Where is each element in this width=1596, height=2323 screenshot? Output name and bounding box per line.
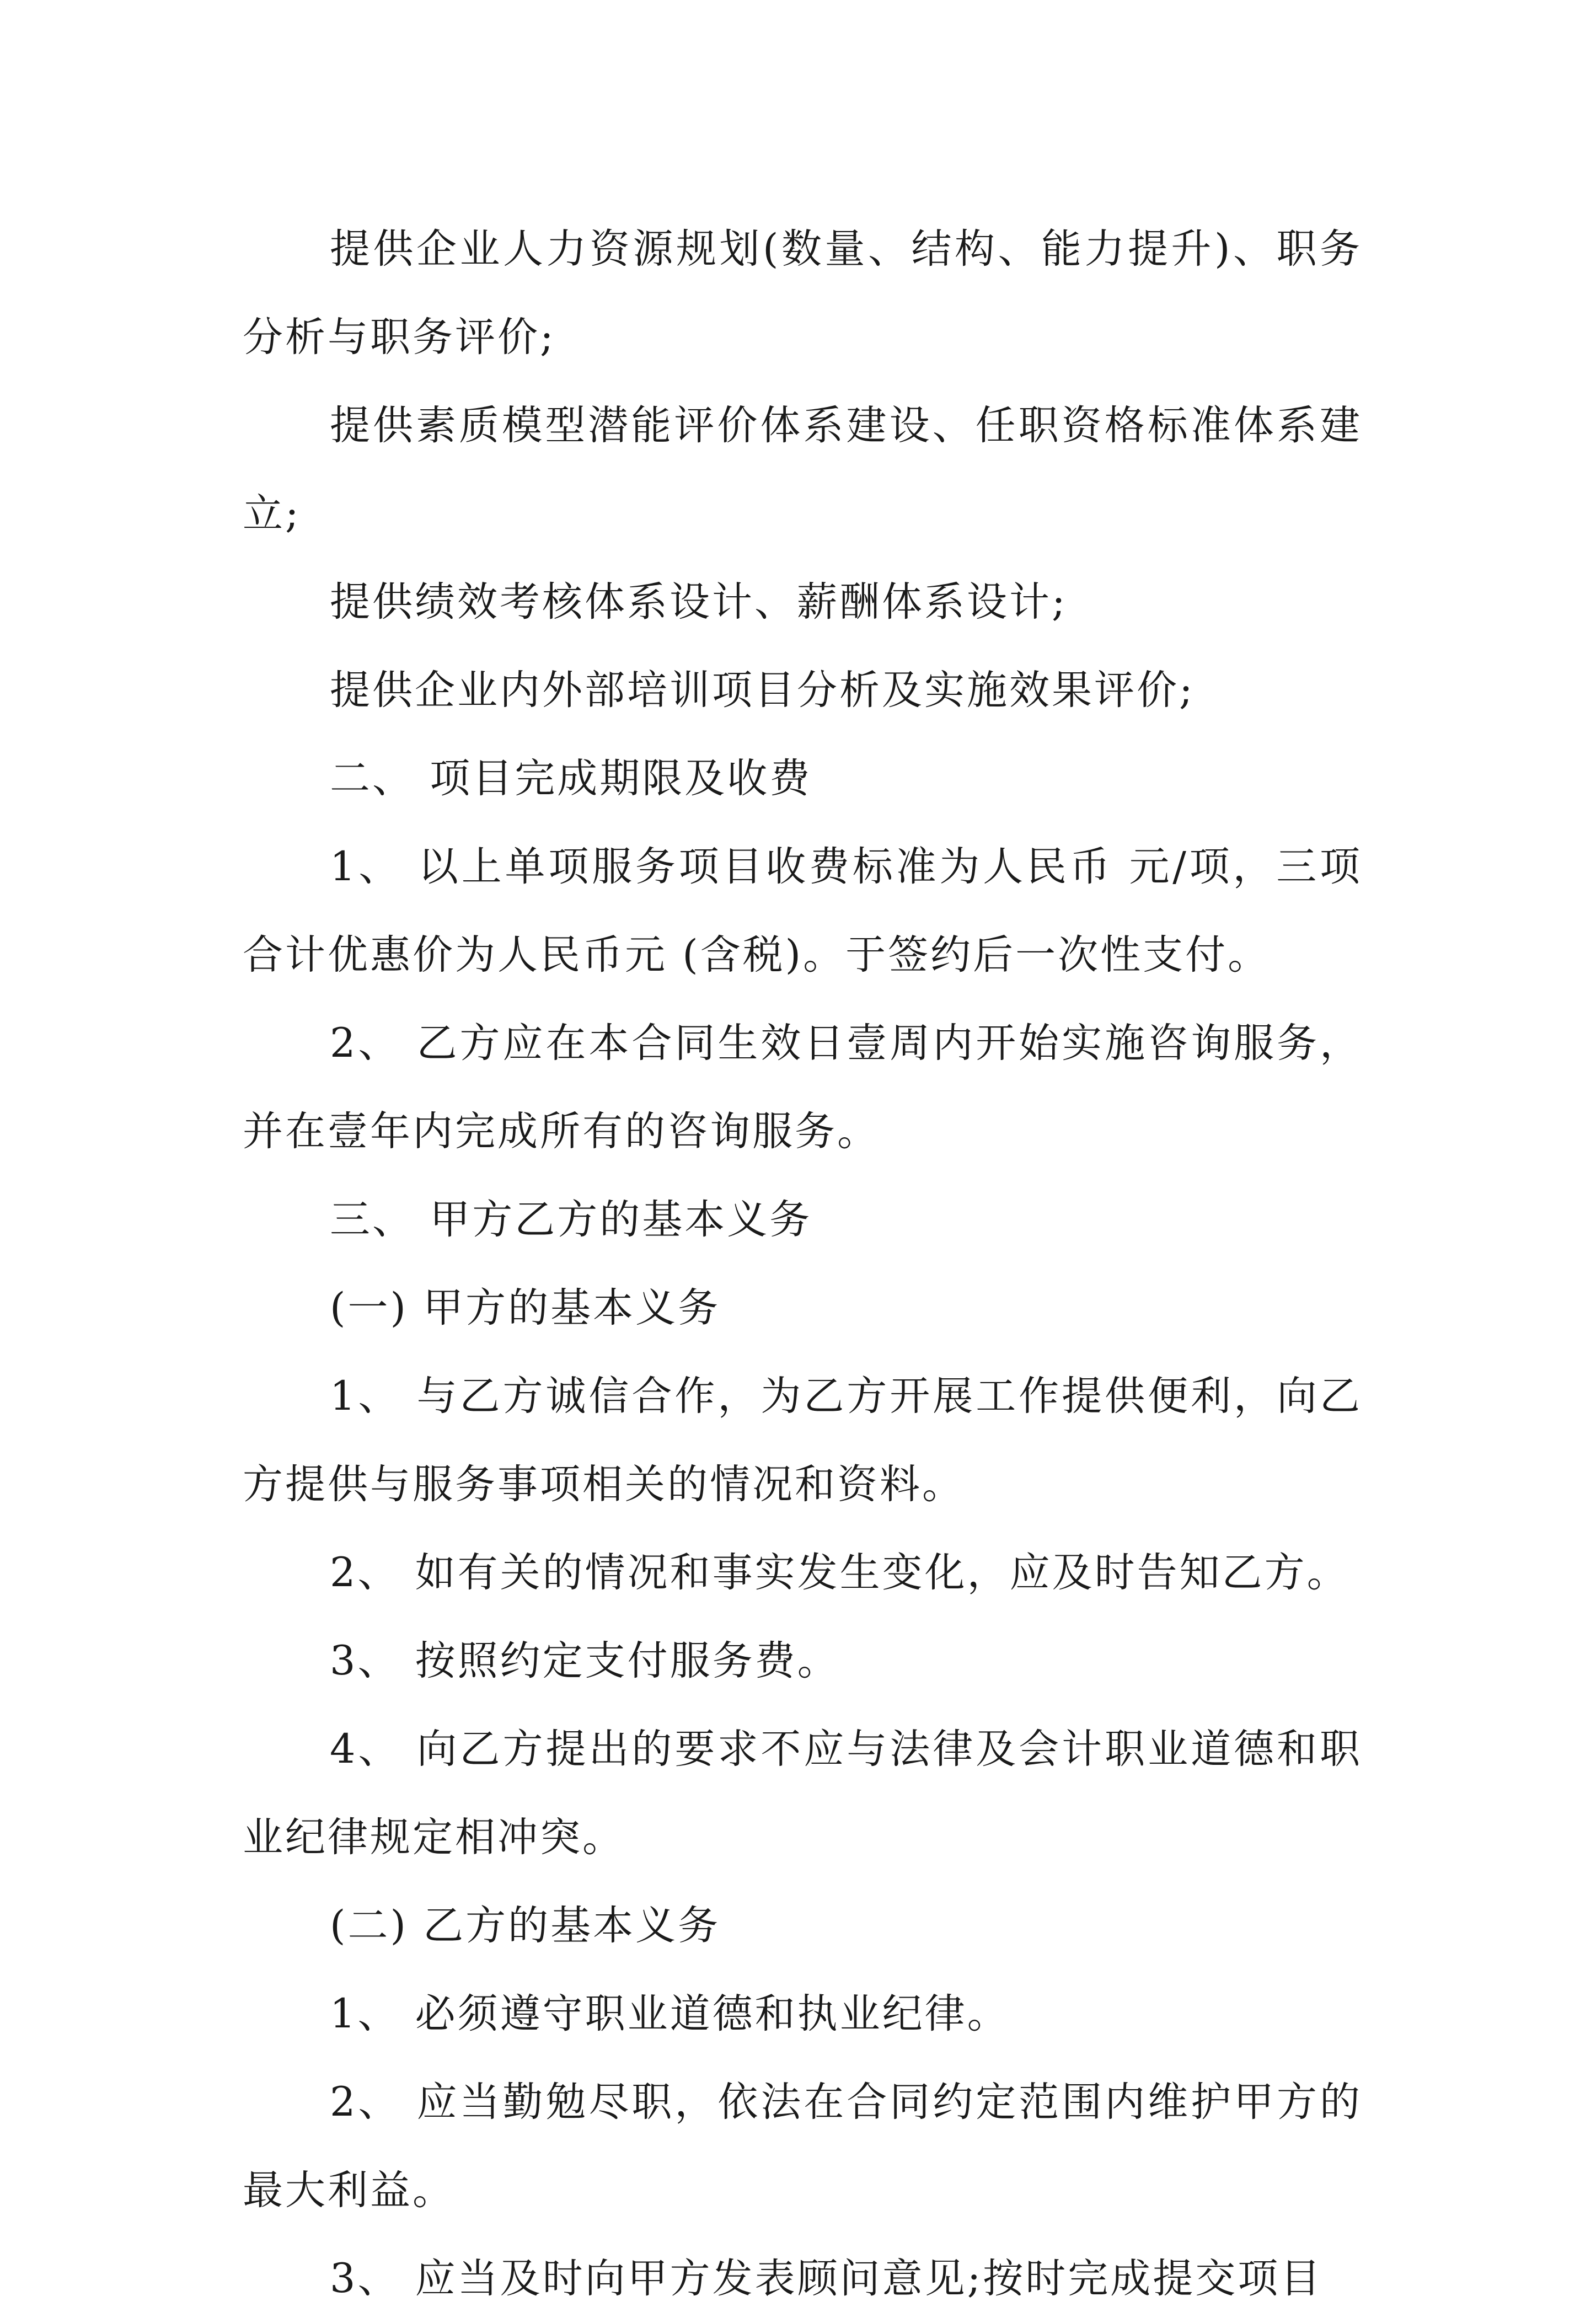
paragraph-competency-model: 提供素质模型潜能评价体系建设、任职资格标准体系建立; [243, 402, 1362, 537]
paragraph-party-a-duty-1: 1、 与乙方诚信合作，为乙方开展工作提供便利，向乙方提供与服务事项相关的情况和资料。 [243, 1373, 1362, 1508]
paragraph-party-b-duty-2: 2、 应当勤勉尽职，依法在合同约定范围内维护甲方的最大利益。 [243, 2079, 1362, 2214]
subsection-heading-party-a: (一) 甲方的基本义务 [330, 1284, 721, 1331]
paragraph-party-a-duty-2: 2、 如有关的情况和事实发生变化，应及时告知乙方。 [330, 1549, 1349, 1596]
document-body [243, 205, 1362, 2323]
paragraph-party-a-duty-4: 4、 向乙方提出的要求不应与法律及会计职业道德和职业纪律规定相冲突。 [243, 1726, 1362, 1861]
paragraph-party-b-duty-3: 3、 应当及时向甲方发表顾问意见;按时完成提交项目 [330, 2255, 1323, 2302]
paragraph-party-a-duty-3: 3、 按照约定支付服务费。 [330, 1637, 840, 1684]
paragraph-fee-standard: 1、 以上单项服务项目收费标准为人民币 元/项，三项合计优惠价为人民币元 (含税)。于签约后一次性支付。 [243, 843, 1362, 978]
paragraph-party-b-duty-1: 1、 必须遵守职业道德和执业纪律。 [330, 1990, 1010, 2037]
paragraph-service-timeline: 2、 乙方应在本合同生效日壹周内开始实施咨询服务，并在壹年内完成所有的咨询服务。 [243, 1020, 1362, 1155]
section-heading-3: 三、 甲方乙方的基本义务 [330, 1196, 812, 1243]
section-heading-2: 二、 项目完成期限及收费 [330, 755, 812, 802]
subsection-heading-party-b: (二) 乙方的基本义务 [330, 1902, 721, 1949]
paragraph-training-analysis: 提供企业内外部培训项目分析及实施效果评价; [330, 667, 1195, 714]
paragraph-hr-planning: 提供企业人力资源规划(数量、结构、能力提升)、职务分析与职务评价; [243, 226, 1362, 361]
paragraph-performance-salary: 提供绩效考核体系设计、薪酬体系设计; [330, 579, 1068, 625]
